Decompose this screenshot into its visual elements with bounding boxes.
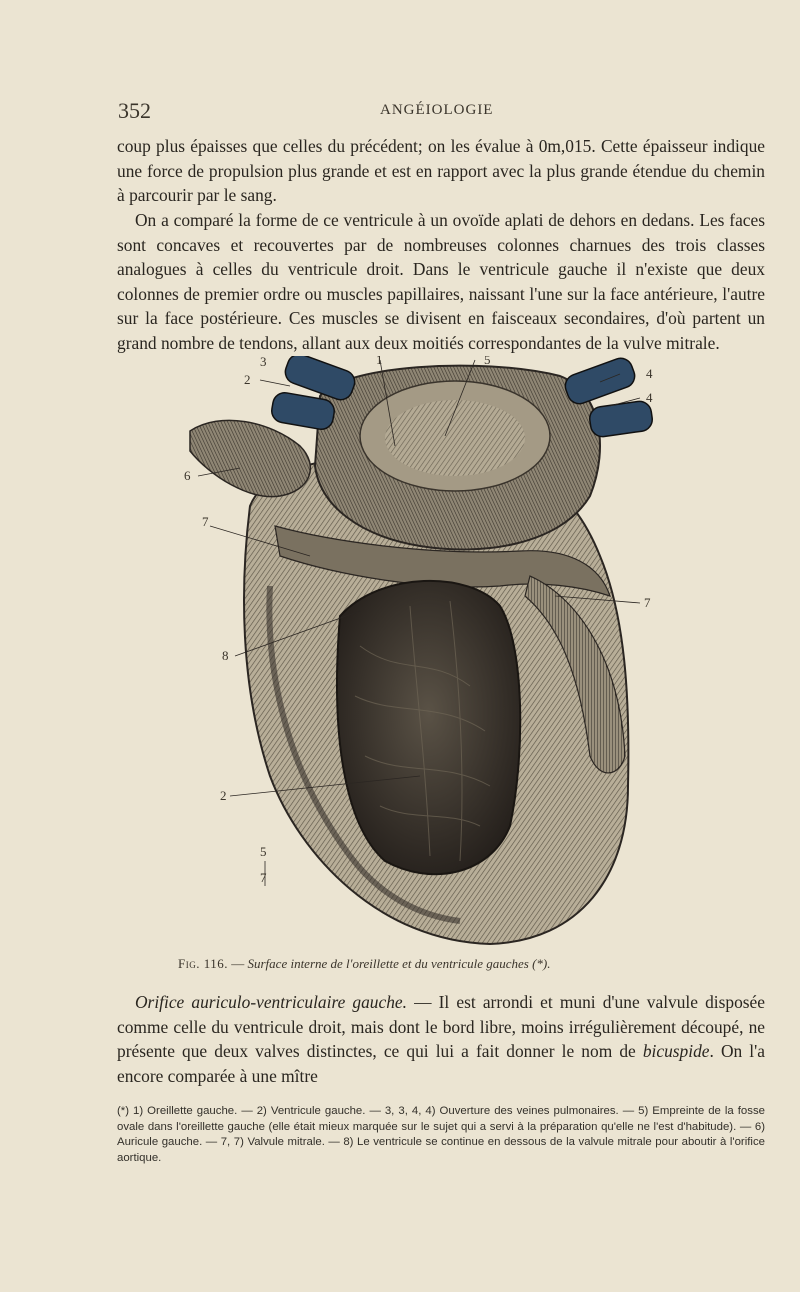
term-bicuspide: bicuspide <box>642 1041 710 1062</box>
label-5-bottom: 5 <box>260 844 267 859</box>
label-5-top: 5 <box>484 356 491 367</box>
label-1: 1 <box>376 356 383 367</box>
section-heading: Orifice auriculo-ventriculaire gauche. <box>135 992 407 1012</box>
label-7-left: 7 <box>202 514 209 529</box>
pulmonary-vein-right-bottom <box>588 400 654 438</box>
footnote: (*) 1) Oreillette gauche. — 2) Ventricule gauche. — 3, 3, 4, 4) Ouverture des veines pulmonaires. — 5) Empreinte de la fosse ovale dans l'oreillette gauche (elle était mieux marquée sur le sujet qui a servi à la préparation qu'elle ne l'est d'habitude). — 6) Auricule gauche. — 7, 7) Valvule mitrale. — 8) Le ventricule se continue en dessous de la valvule mitrale pour aboutir à l'orifice aortique. <box>117 1105 765 1164</box>
label-7-bottom: 7 <box>260 870 267 885</box>
figure-caption: Fig. 116. — Surface interne de l'oreillette et du ventricule gauches (*). <box>178 956 551 971</box>
paragraph-2: On a comparé la forme de ce ventricule à un ovoïde aplati de dehors en dedans. Les faces sont concaves et recouvertes par de nombreuses colonnes charnues des trois classes analogues à celles du ventricule droit. Dans le ventricule gauche il n'existe que deux colonnes de premier ordre ou muscles papillaires, naissant l'une sur la face antérieure, l'autre sur la face postérieure. Ces muscles se divisent en faisceaux secondaires, d'où partent un grand nombre de tendons, allant aux deux moitiés correspondantes de la vulve mitrale. <box>117 210 765 353</box>
label-6: 6 <box>184 468 191 483</box>
paragraph-3-text-a: — Il est arrondi et muni d'une valvule disposée comme celle du ventricule droit, mais dont le bord libre, moins irrégulièrement découpé, ne présente que deux valves distinctes, ce qui lui a fait donner le nom de <box>117 992 765 1062</box>
pulmonary-vein-right-top <box>562 356 638 407</box>
label-2-bottom: 2 <box>220 788 227 803</box>
heart-illustration <box>180 356 660 946</box>
label-2-top: 2 <box>244 372 251 387</box>
label-4-a: 4 <box>646 366 653 381</box>
paragraph-3-text-b: . On l'a encore comparée à une mître <box>117 1041 765 1086</box>
label-7-right: 7 <box>644 595 651 610</box>
paragraph-1: coup plus épaisses que celles du précédent; on les évalue à 0m,015. Cette épaisseur indique une force de propulsion plus grande et est en rapport avec la plus grande étendue du chemin à parcourir par le sang. <box>117 136 765 206</box>
paragraph-3 <box>117 990 765 1088</box>
running-head: ANGÉIOLOGIE <box>380 102 494 118</box>
label-8: 8 <box>222 648 229 663</box>
figure-description: Surface interne de l'oreillette et du ventricule gauches (*). <box>247 956 551 971</box>
label-4-b: 4 <box>646 390 653 405</box>
figure-number: Fig. 116. <box>178 956 228 971</box>
figure-heart-illustration <box>180 356 660 946</box>
page-number: 352 <box>118 98 151 123</box>
page-header <box>118 98 678 122</box>
left-auricle <box>190 420 310 496</box>
label-3-top: 3 <box>260 356 267 369</box>
